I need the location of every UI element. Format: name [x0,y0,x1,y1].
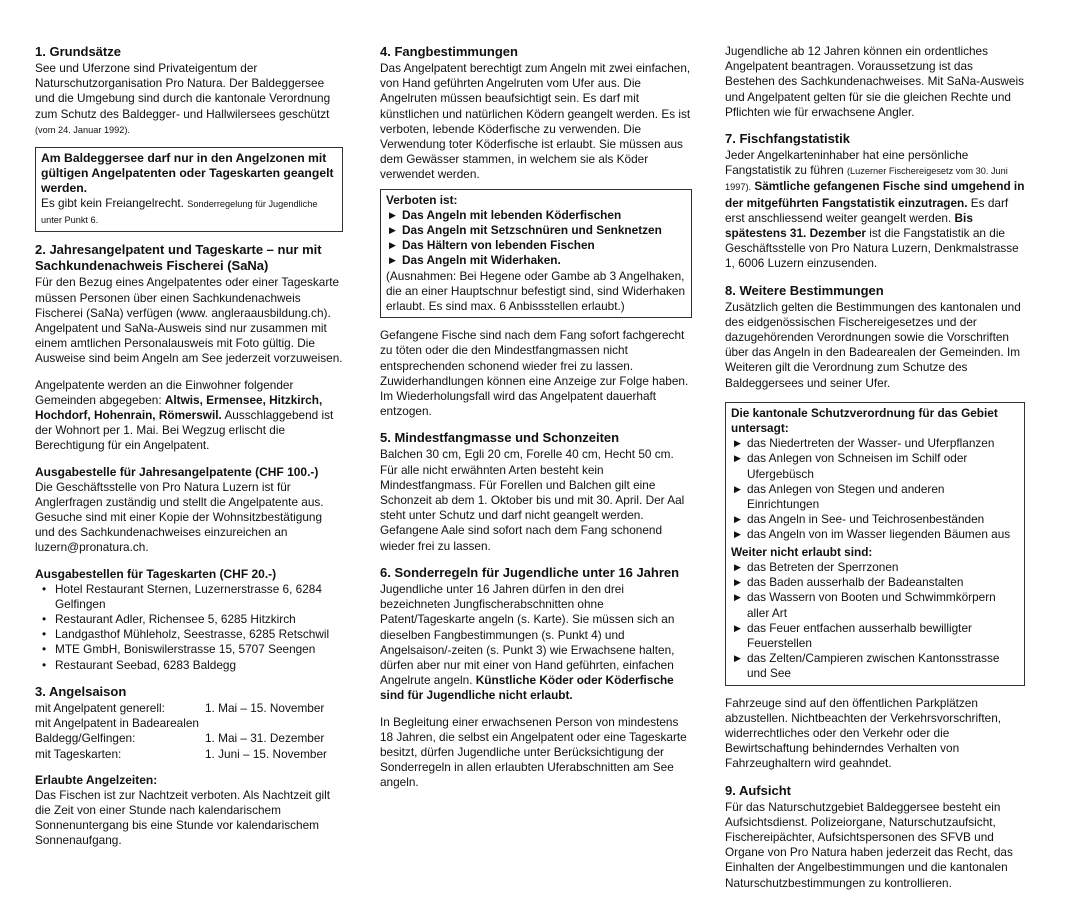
triangle-bullet-icon: ▶ [734,514,741,525]
list-item: ▶ das Betreten der Sperrzonen [734,559,899,574]
season-label: Baldegg/Gelfingen: [35,731,136,746]
gemeinden-paragraph: Angelpatente werden an die Einwohner folgender Gemeinden abgegeben: Altwis, Ermensee, Hitzkirch, Hochdorf, Hohenrain, Römerswil. Ausschlaggebend ist der Wohnort per 1. Mai. Bei Wegzug erlischt die Berechtigung für ein Angelpatent. [35,377,334,453]
triangle-bullet-icon: ▶ [389,209,396,220]
section-jugendliche [380,565,692,704]
section-mindestfangmasse [380,430,692,553]
section-text: Für den Bezug eines Angelpatentes oder einer Tageskarte müssen Personen über einen Sachkundenachweis Fischerei (SaNa) verfügen (www. angleraausbildung.ch). Angelpatent und SaNa-Ausweis sind nur zusammen mit einem amtlichen Personalausweis mit Foto gültig. Die Ausweise sind beim Angeln am See jederzeit vorzuweisen. [35,275,343,366]
subsection-title: Erlaubte Angelzeiten: [35,772,158,787]
verboten-list [386,208,686,269]
section-text: Jeder Angelkarteninhaber hat eine persönliche Fangstatistik zu führen (Luzerner Fischereigesetz vom 30. Juni 1997). Sämtliche gefangenen Fische sind umgehend in der mitgeführten Fangstatistik einzutragen. Es darf erst anschliessend weiter geangelt werden. Bis spätestens 31. Dezember ist die Fangstatistik an die Geschäftsstelle von Pro Natura Luzern, Denkmalstrasse 1, 6006 Luzern einzusenden. [725,148,1025,271]
list-item: • Restaurant Seebad, 6283 Baldegg [35,658,343,673]
section-text: Jugendliche unter 16 Jahren dürfen in den drei bezeichneten Jungfischerabschnitten ohne Patent/Tageskarte angeln (s. Karte). Sie müssen sich an dieselben Fangbestimmungen (s. Punkt 4) und Angelsaison/-zeiten (s. Punkt 3) wie Erwachsene halten, dürfen aber nur mit einer von Hand geführten, einfachen Angelrute angeln. Künstliche Köder oder Köderfische sind für Jugendliche nicht erlaubt. [380,581,675,703]
triangle-bullet-icon: ▶ [734,529,741,540]
section-title: 1. Grundsätze [35,44,121,59]
subsection-title: Ausgabestelle für Jahresangelpatente (CHF 100.-) [35,464,319,479]
section-angelzeiten [35,773,343,849]
section-title: 3. Angelsaison [35,683,127,699]
section-text: Das Angelpatent berechtigt zum Angeln mit zwei einfachen, von Hand geführten Angelruten vom Ufer aus. Die Angelruten müssen beaufsichtigt sein. Es darf mit künstlichen und natürlichen Ködern geangelt werden. Es ist verboten, lebende Köderfische zu verwenden. Die Verwendung toter Köderfische ist erlaubt. Sie müssen aus dem Gewässer stammen, in welchem sie als Köder verwendet werden. [380,61,691,182]
section-aufsicht [725,783,1025,891]
section-title: 6. Sonderregeln für Jugendliche unter 16 Jahren [380,564,680,580]
section-title: 8. Weitere Bestimmungen [725,282,884,298]
section-ausgabestelle-patente [35,465,343,556]
section-title: 4. Fangbestimmungen [380,44,518,59]
fahrzeuge-paragraph: Fahrzeuge sind auf den öffentlichen Parkplätzen abzustellen. Nichtbeachten der Verkehrsvorschriften, widerrechtliches oder den Verkehr oder die Bewirtschaftung behinderndes Verhalten von Fahrzeughaltern wird geahndet. [725,695,1002,771]
verboten-note: (Ausnahmen: Bei Hegene oder Gambe ab 3 Angelhaken, die an einer Hauptschnur befestigt sind, sind Widerhaken erlaubt. Es sind max. 6 Anbissstellen erlaubt.) [386,268,686,314]
notice-text: Es gibt kein Freiangelrecht. Sonderregelung für Jugendliche unter Punkt 6. [41,196,318,226]
list-item: ▶ das Zelten/Campieren zwischen Kantonsstrasse und See [734,651,1000,681]
list-item: • Restaurant Adler, Richensee 5, 6285 Hitzkirch [35,612,343,627]
verboten-title: Verboten ist: [386,192,458,207]
section-text: Zusätzlich gelten die Bestimmungen des kantonalen und des eidgenössischen Fischereigesetzes und der dazugehörenden Verordnungen sowie die Vorschriften über das Angeln in den Badearealen der Gemeinden. Im Weiteren gilt die Verordnung zum Schutze des Baldeggersees und seiner Ufer. [725,299,1021,390]
nicht-erlaubt-list [731,560,1019,682]
section-fangbestimmungen [380,44,692,183]
season-table [35,701,343,762]
list-item: ▶ das Angeln von im Wasser liegenden Bäumen aus [734,527,1011,542]
season-label: mit Angelpatent generell: [35,700,165,715]
gefangene-fische-paragraph: Gefangene Fische sind nach dem Fang sofort fachgerecht zu töten oder die den Mindestfangmassen nicht entsprechenden schonend wieder frei zu lassen. Zuwiderhandlungen können eine Anzeige zur Folge haben. Im Wiederholungsfall wird das Angelpatent dauerhaft entzogen. [380,328,689,419]
untersagt-list [731,436,1019,542]
section-weitere-bestimmungen [725,283,1025,391]
section-text: Die Geschäftsstelle von Pro Natura Luzern ist für Anglerfragen zuständig und stellt die Angelpatente aus. Gesuche sind mit einer Kopie der Wohnsitzbestätigung und des Sachkundenachweises einzureichen an luzern@pronatura.ch. [35,479,324,555]
section-title: 5. Mindestfangmasse und Schonzeiten [380,430,620,446]
section-ausgabestellen-tageskarten [35,567,343,673]
notice-box [35,147,343,232]
triangle-bullet-icon: ▶ [734,622,741,633]
season-value: 1. Mai – 31. Dezember [205,731,325,746]
section-title: 7. Fischfangstatistik [725,131,850,147]
season-value [205,716,343,731]
triangle-bullet-icon: ▶ [734,483,741,494]
list-item: ▶ das Niedertreten der Wasser- und Uferpflanzen [734,436,995,451]
section-text: See und Uferzone sind Privateigentum der Naturschutzorganisation Pro Natura. Der Baldeggersee und die Umgebung sind durch die kantonale Verordnung zum Schutz des Baldegger- und Hallwilersees geschützt (vom 24. Januar 1992). [35,61,331,135]
triangle-bullet-icon: ▶ [734,438,741,449]
season-value: 1. Juni – 15. November [205,746,327,761]
schutzverordnung-box [725,402,1025,686]
list-item: ▶ das Anlegen von Schneisen im Schilf oder Ufergebüsch [734,451,968,481]
box-title: Die kantonale Schutzverordnung für das Gebiet untersagt: [731,405,998,436]
list-item: ▶ Das Angeln mit Setzschnüren und Senknetzen [389,223,662,238]
verboten-box [380,189,692,319]
section-text: Das Fischen ist zur Nachtzeit verboten. Als Nachtzeit gilt die Zeit von einer Stunde nach kalendarischem Sonnenuntergang bis eine Stunde vor kalendarischem Sonnenaufgang. [35,787,331,848]
section-title: 9. Aufsicht [725,782,791,798]
list-item: ▶ das Anlegen von Stegen und anderen Einrichtungen [734,481,945,512]
triangle-bullet-icon: ▶ [389,240,396,251]
column-2 [380,44,692,802]
list-item: ▶ das Feuer entfachen ausserhalb bewilligter Feuerstellen [734,620,972,650]
list-item: ▶ das Wassern von Booten und Schwimmkörpern aller Art [734,590,996,620]
season-value: 1. Mai – 15. November [205,700,325,715]
list-item: • Landgasthof Mühleholz, Seestrasse, 6285 Retschwil [35,627,343,642]
section-text: Balchen 30 cm, Egli 20 cm, Forelle 40 cm, Hecht 50 cm. Für alle nicht erwähnten Arten besteht kein Mindestfangmass. Für Forellen und Balchen gilt eine Schonzeit ab dem 1. Oktober bis und mit 30. April. Der Aal steht unter Schutz und darf nicht geangelt werden. Gefangene Aale sind sofort nach dem Fang schonend wieder frei zu lassen. [380,447,685,553]
season-label: mit Tageskarten: [35,746,122,761]
begleitung-paragraph: In Begleitung einer erwachsenen Person von mindestens 18 Jahren, die selbst ein Angelpatent oder eine Tageskarte besitzt, dürfen Jugendliche unter Berücksichtigung der Sonderregeln in allen erlaubten Uferabschnitten am See angeln. [380,714,687,790]
triangle-bullet-icon: ▶ [734,577,741,588]
notice-heading: Am Baldeggersee darf nur in den Angelzonen mit gültigen Angelpatenten oder Tageskarten geangelt werden. [41,151,334,196]
triangle-bullet-icon: ▶ [734,453,741,464]
jugendliche-continued: Jugendliche ab 12 Jahren können ein ordentliches Angelpatent beantragen. Voraussetzung ist das Bestehen des Sachkundenachweises. Mit SaNa-Ausweis und Angelpatent gelten für sie die gleichen Rechte und Pflichten wie für erwachsene Angler. [725,44,1025,119]
triangle-bullet-icon: ▶ [389,255,396,266]
column-3 [725,44,1025,902]
triangle-bullet-icon: ▶ [389,225,396,236]
triangle-bullet-icon: ▶ [734,653,741,664]
list-item: ▶ Das Hältern von lebenden Fischen [389,238,595,253]
list-item: • MTE GmbH, Boniswilerstrasse 15, 5707 Seengen [35,642,343,657]
section-grundsaetze [35,44,343,138]
box-title-2: Weiter nicht erlaubt sind: [731,544,873,559]
section-fischfangstatistik [725,131,1025,272]
section-jahresangelpatent [35,242,343,366]
section-text: Für das Naturschutzgebiet Baldeggersee besteht ein Aufsichtsdienst. Polizeiorgane, Naturschutzaufsicht, Fischereipächter, Aufsichtspersonen des SFVB und Organe von Pro Natura haben jederzeit das Recht, das Einhalten der Angelbestimmungen und die kantonalen Naturschutzbestimmungen zu kontrollieren. [725,799,1013,890]
tageskarten-list [35,582,343,673]
column-1 [35,44,343,860]
triangle-bullet-icon: ▶ [734,592,741,603]
section-angelsaison [35,684,343,762]
section-title: 2. Jahresangelpatent und Tageskarte – nur mit Sachkundenachweis Fischerei (SaNa) [35,242,322,274]
season-label: mit Angelpatent in Badearealen [35,716,199,731]
list-item: ▶ Das Angeln mit Widerhaken. [389,253,561,268]
list-item: ▶ das Angeln in See- und Teichrosenbeständen [734,512,985,527]
list-item: ▶ Das Angeln mit lebenden Köderfischen [389,207,622,222]
list-item: ▶ das Baden ausserhalb der Badeanstalten [734,575,964,590]
list-item: • Hotel Restaurant Sternen, Luzernerstrasse 6, 6284 Gelfingen [35,582,343,612]
subsection-title: Ausgabestellen für Tageskarten (CHF 20.-) [35,566,277,581]
triangle-bullet-icon: ▶ [734,561,741,572]
